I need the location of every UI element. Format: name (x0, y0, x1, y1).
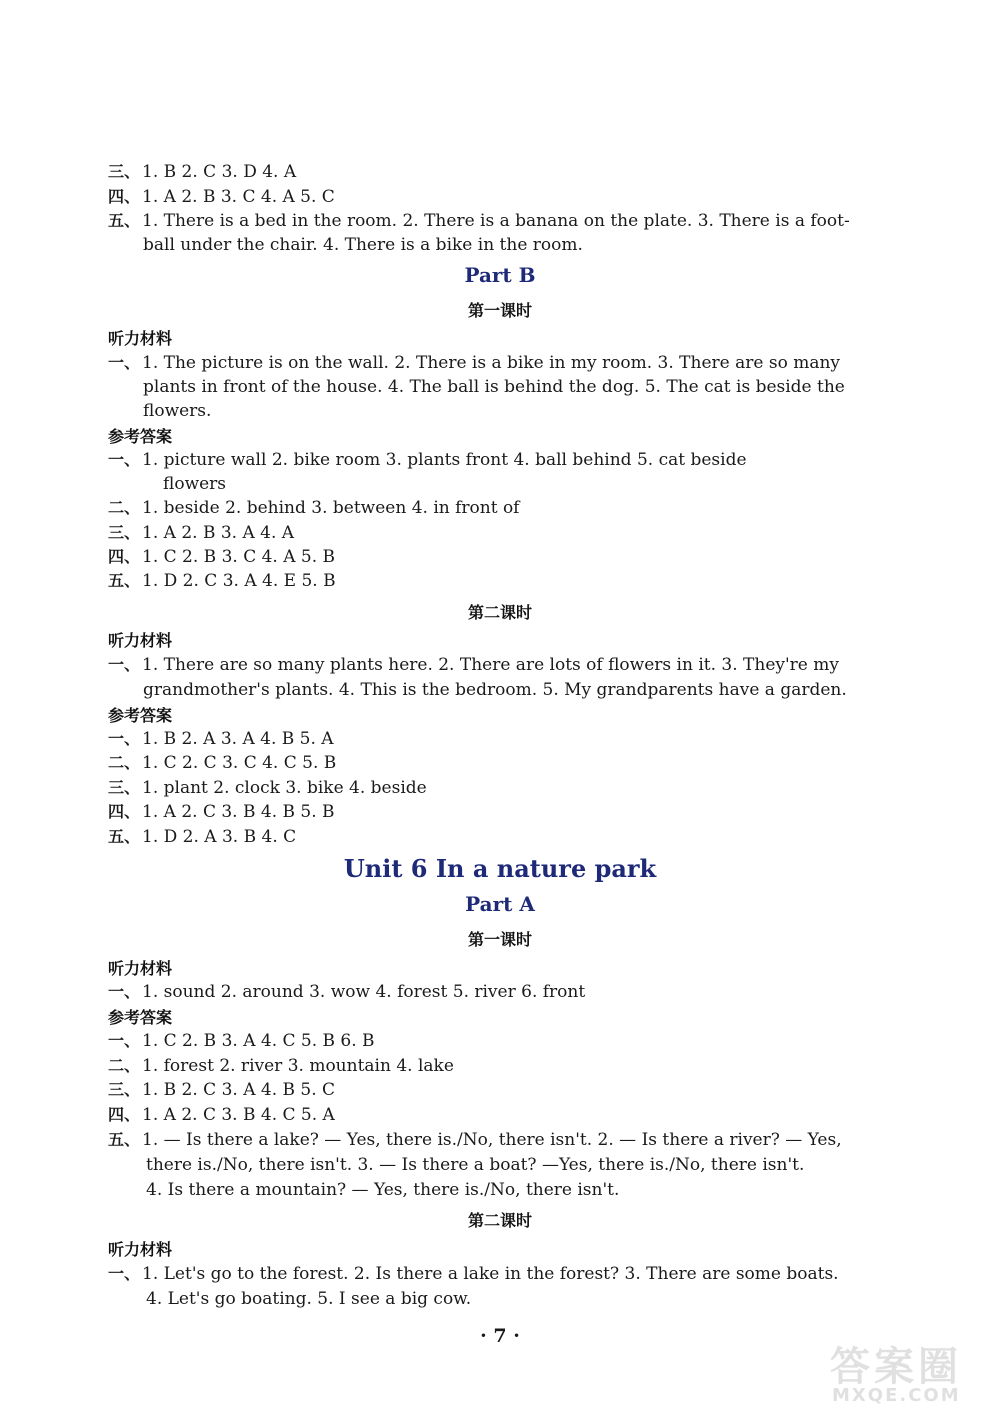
listening-line: grandmother's plants. 4. This is the bedroom. 5. My grandparents have a garden. (143, 680, 847, 700)
listening-line: 一、 1. Let's go to the forest. 2. Is there a lake in the forest? 3. There are some boats. (108, 1264, 839, 1284)
answer-line: 二、 1. beside 2. behind 3. between 4. in front of (108, 498, 520, 518)
answer-line: 一、 1. B 2. A 3. A 4. B 5. A (108, 729, 334, 749)
answer-line: 四、 1. A 2. C 3. B 4. C 5. A (108, 1105, 335, 1125)
part-title: Part B (464, 263, 536, 287)
listening-line: 一、 1. sound 2. around 3. wow 4. forest 5. river 6. front (108, 982, 586, 1002)
answer-line: 五、 1. — Is there a lake? — Yes, there is./No, there isn't. 2. — Is there a river? — Yes, (108, 1130, 842, 1150)
listening-line: flowers. (143, 401, 212, 421)
listening-line: 一、 1. There are so many plants here. 2. There are lots of flowers in it. 3. They're my (108, 655, 839, 675)
watermark-url: MXQE.COM (832, 1385, 961, 1406)
answer-line: 一、 1. C 2. B 3. A 4. C 5. B 6. B (108, 1031, 375, 1051)
answer-line: 四、 1. A 2. C 3. B 4. B 5. B (108, 802, 335, 822)
section-label-listening: 听力材料 (108, 631, 173, 650)
answer-line: flowers (163, 474, 227, 494)
answer-line: 四、 1. A 2. B 3. C 4. A 5. C (108, 187, 335, 207)
listening-line: 一、 1. The picture is on the wall. 2. There is a bike in my room. 3. There are so many (108, 353, 841, 373)
section-label-answers: 参考答案 (108, 427, 173, 446)
watermark-text: 答案圈 (830, 1344, 962, 1390)
lesson-title: 第一课时 (467, 301, 532, 320)
section-label-listening: 听力材料 (108, 329, 173, 348)
part-title: Part A (465, 892, 535, 916)
answer-line: 二、 1. C 2. C 3. C 4. C 5. B (108, 753, 337, 773)
answer-line: 二、 1. forest 2. river 3. mountain 4. lake (108, 1056, 454, 1076)
answer-line: 三、 1. B 2. C 3. A 4. B 5. C (108, 1080, 336, 1100)
answer-line: 三、 1. plant 2. clock 3. bike 4. beside (108, 778, 427, 798)
answer-line: 三、 1. A 2. B 3. A 4. A (108, 523, 295, 543)
unit-title: Unit 6 In a nature park (343, 854, 657, 883)
section-label-answers: 参考答案 (108, 706, 173, 725)
answer-line: there is./No, there isn't. 3. — Is there a boat? —Yes, there is./No, there isn't. (146, 1155, 805, 1175)
page-number: · 7 · (480, 1325, 520, 1347)
answer-line: 四、 1. C 2. B 3. C 4. A 5. B (108, 547, 336, 567)
lesson-title: 第二课时 (467, 1211, 532, 1230)
answer-line: 五、 1. D 2. C 3. A 4. E 5. B (108, 571, 336, 591)
watermark-logo (820, 1335, 990, 1405)
section-label-answers: 参考答案 (108, 1008, 173, 1027)
answer-line: 五、 1. D 2. A 3. B 4. C (108, 827, 297, 847)
answer-line: 4. Is there a mountain? — Yes, there is./No, there isn't. (146, 1180, 620, 1200)
listening-line: 4. Let's go boating. 5. I see a big cow. (146, 1289, 472, 1309)
lesson-title: 第二课时 (467, 603, 532, 622)
section-label-listening: 听力材料 (108, 1240, 173, 1259)
answer-line: 五、 1. There is a bed in the room. 2. There is a banana on the plate. 3. There is a foot- (108, 211, 850, 231)
answer-line: 三、 1. B 2. C 3. D 4. A (108, 162, 297, 182)
listening-line: plants in front of the house. 4. The ball is behind the dog. 5. The cat is beside the (143, 377, 845, 397)
section-label-listening: 听力材料 (108, 959, 173, 978)
answer-line: 一、 1. picture wall 2. bike room 3. plants front 4. ball behind 5. cat beside (108, 450, 747, 470)
answer-line: ball under the chair. 4. There is a bike in the room. (143, 235, 583, 255)
lesson-title: 第一课时 (467, 930, 532, 949)
